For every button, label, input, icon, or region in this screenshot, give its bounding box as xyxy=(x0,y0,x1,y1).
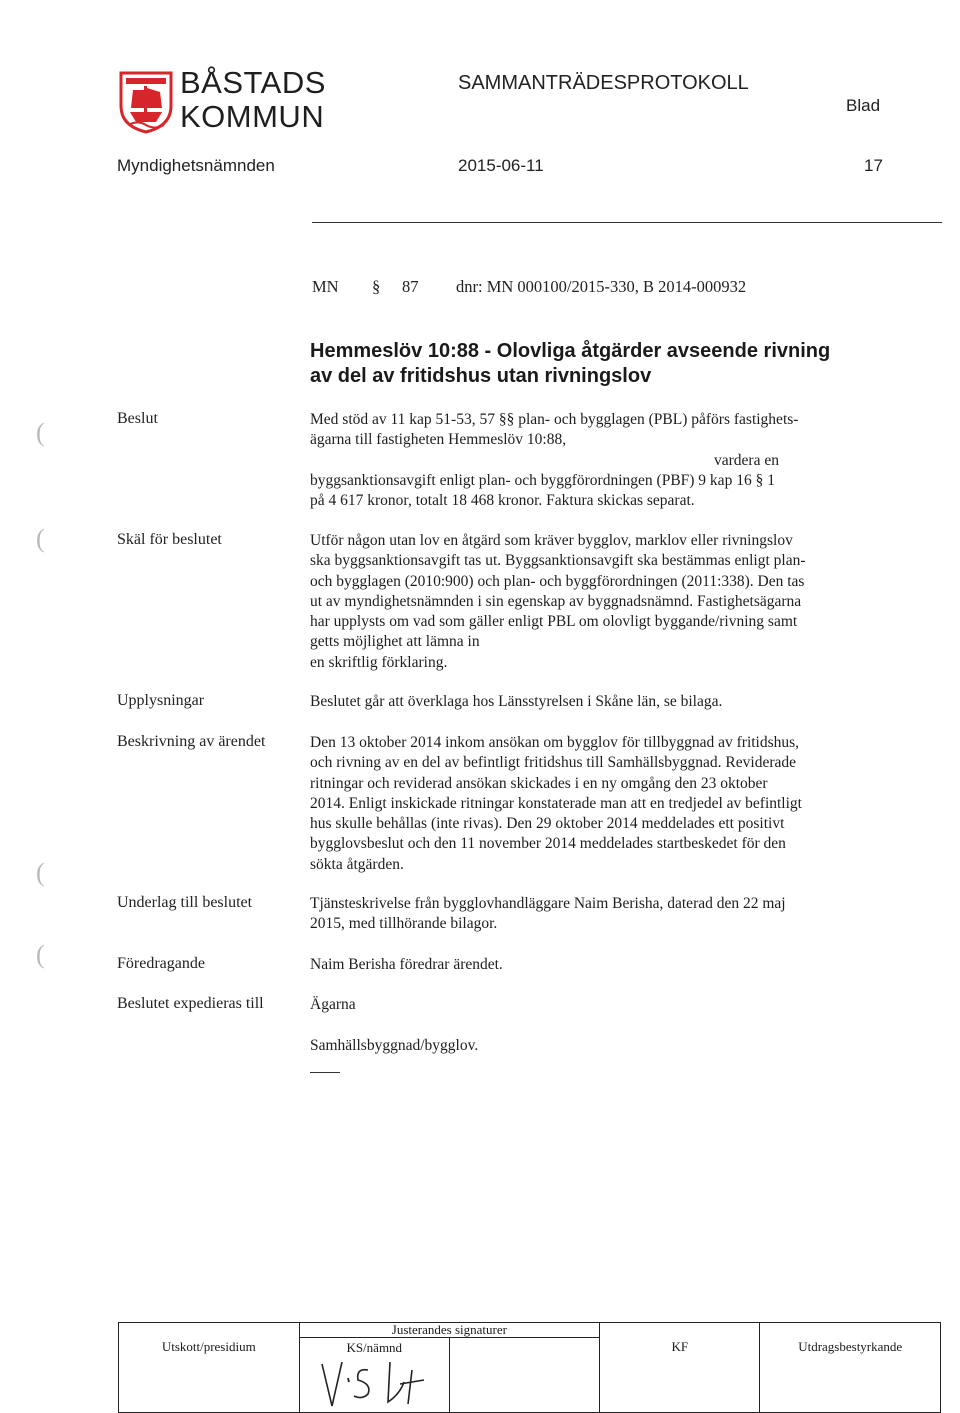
diary-number: dnr: MN 000100/2015-330, B 2014-000932 xyxy=(456,277,747,296)
text-line: hus skulle behållas (inte rivas). Den 29 oktober 2014 meddelades ett positivt xyxy=(310,815,785,833)
upplysningar-label: Upplysningar xyxy=(117,692,205,709)
sig-col-ks xyxy=(299,1338,449,1413)
text-line: byggsanktionsavgift enligt plan- och byggförordningen (PBF) 9 kap 16 § 1 xyxy=(310,471,775,489)
beslut-text xyxy=(310,410,895,511)
text-line: och bygglagen (2010:900) och plan- och byggförordningen (2011:338). Den tas xyxy=(310,572,805,590)
text-line: Samhällsbyggnad/bygglov. xyxy=(310,1037,479,1054)
municipality-logo xyxy=(118,70,174,134)
sig-col-utdrag: Utdragsbestyrkande xyxy=(760,1323,941,1413)
skal-text xyxy=(310,531,895,673)
organization-name-line2: KOMMUN xyxy=(180,99,325,134)
sig-col-kf: KF xyxy=(600,1323,760,1413)
text-line: ut av myndighetsnämnden i sin egenskap av byggnadsnämnd. Fastighetsägarna xyxy=(310,592,802,610)
section-sign: § xyxy=(372,277,381,296)
document-type: SAMMANTRÄDESPROTOKOLL xyxy=(458,72,749,94)
recipient-1 xyxy=(310,995,895,1015)
margin-mark: ( xyxy=(36,858,45,887)
text-line: bygglovsbeslut och den 11 november 2014 meddelades startbeskedet för den xyxy=(310,835,786,853)
upplysningar-text xyxy=(310,692,895,712)
meeting-date: 2015-06-11 xyxy=(458,156,544,175)
section-number: 87 xyxy=(402,277,419,296)
organization-name-line1: BÅSTADS xyxy=(180,65,326,100)
recipient-2 xyxy=(310,1036,895,1056)
text-line: en skriftlig förklaring. xyxy=(310,653,448,671)
text-line: Beslutet går att överklaga hos Länsstyrelsen i Skåne län, se bilaga. xyxy=(310,693,723,710)
margin-mark: ( xyxy=(36,524,45,553)
sig-col-utskott: Utskott/presidium xyxy=(119,1323,300,1413)
sig-col-empty xyxy=(450,1338,600,1413)
text-line: Naim Berisha föredrar ärendet. xyxy=(310,956,503,973)
signature-table xyxy=(118,1322,941,1413)
skal-label: Skäl för beslutet xyxy=(117,531,222,548)
text-line: ägarna till fastigheten Hemmeslöv 10:88, xyxy=(310,431,567,449)
text-line: ska byggsanktionsavgift tas ut. Byggsanktionsavgift ska bestämmas enligt plan- xyxy=(310,552,806,570)
beskrivning-text xyxy=(310,733,895,875)
foredragande-label: Föredragande xyxy=(117,955,205,972)
page-number: 17 xyxy=(864,156,883,175)
sig-col-ks-label: KS/nämnd xyxy=(346,1340,403,1355)
underlag-text xyxy=(310,894,895,935)
case-title-line1: Hemmeslöv 10:88 - Olovliga åtgärder avseende rivning xyxy=(310,340,831,362)
mn-label: MN xyxy=(312,277,339,296)
beslut-label: Beslut xyxy=(117,410,158,427)
expedieras-label: Beslutet expedieras till xyxy=(117,995,264,1012)
text-line: på 4 617 kronor, totalt 18 468 kronor. Faktura skickas separat. xyxy=(310,492,695,510)
board-name: Myndighetsnämnden xyxy=(117,156,275,175)
text-line: Ägarna xyxy=(310,996,356,1013)
text-line: och rivning av en del av befintligt fritidshus till Samhällsbyggnad. Reviderade xyxy=(310,754,796,772)
blad-label: Blad xyxy=(846,96,881,115)
text-line: Den 13 oktober 2014 inkom ansökan om bygglov för tillbyggnad av fritidshus, xyxy=(310,734,800,751)
beskrivning-label: Beskrivning av ärendet xyxy=(117,733,266,750)
text-line: Med stöd av 11 kap 51-53, 57 §§ plan- och bygglagen (PBL) påförs fastighets- xyxy=(310,411,799,428)
text-line: Tjänsteskrivelse från bygglovhandläggare Naim Berisha, daterad den 22 maj xyxy=(310,895,786,912)
text-line: har upplysts om vad som gäller enligt PBL om olovligt byggande/rivning samt xyxy=(310,613,798,631)
signature-header: Justerandes signaturer xyxy=(299,1323,600,1338)
case-title-line2: av del av fritidshus utan rivningslov xyxy=(310,365,652,387)
end-rule xyxy=(310,1072,340,1073)
handwritten-signature xyxy=(308,1354,448,1410)
text-line: Utför någon utan lov en åtgärd som kräver bygglov, marklov eller rivningslov xyxy=(310,532,793,549)
underlag-label: Underlag till beslutet xyxy=(117,894,253,911)
margin-mark: ( xyxy=(36,940,45,969)
text-line: sökta åtgärden. xyxy=(310,855,404,873)
margin-mark: ( xyxy=(36,418,45,447)
text-line: 2015, med tillhörande bilagor. xyxy=(310,915,498,933)
text-line: ritningar och reviderad ansökan skickades i en ny omgång den 23 oktober xyxy=(310,774,768,792)
text-line: 2014. Enligt inskickade ritningar konstaterade man att en tredjedel av befintligt xyxy=(310,794,802,812)
header-divider xyxy=(312,222,942,223)
text-line: vardera en xyxy=(714,451,779,469)
text-line: getts möjlighet att lämna in xyxy=(310,633,480,651)
foredragande-text xyxy=(310,955,895,975)
